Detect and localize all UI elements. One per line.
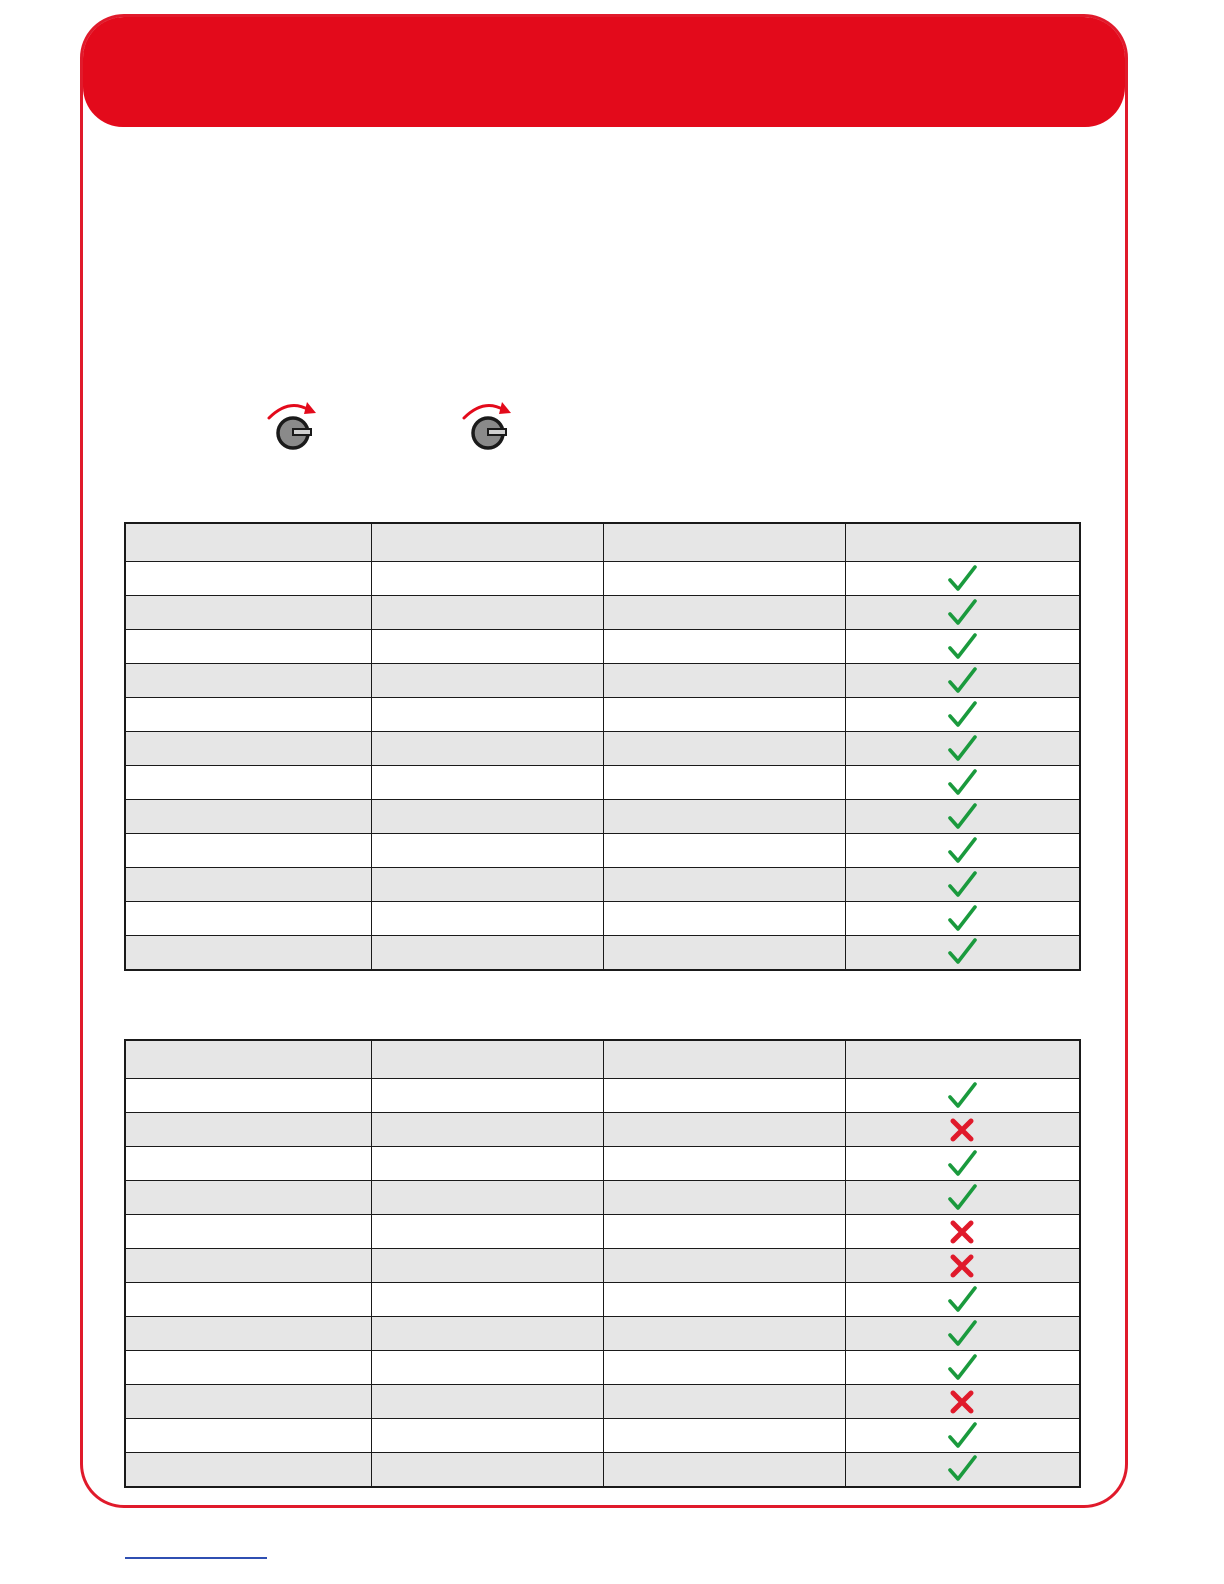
table-cell (603, 868, 845, 902)
table-row (125, 936, 1080, 970)
status-cell (845, 732, 1080, 766)
table-cell (603, 1249, 845, 1283)
table-row (125, 800, 1080, 834)
table-cell (603, 800, 845, 834)
rotate-clockwise-knob-icon[interactable] (458, 396, 518, 456)
status-cell (845, 834, 1080, 868)
status-cell (845, 1249, 1080, 1283)
table-cell (125, 1283, 371, 1317)
header-cell (603, 523, 845, 562)
table-cell (125, 902, 371, 936)
checkmark-icon (946, 1284, 978, 1316)
table-cell (125, 1385, 371, 1419)
status-cell (845, 1385, 1080, 1419)
cross-icon (946, 1216, 978, 1248)
header-cell (371, 523, 603, 562)
status-cell (845, 596, 1080, 630)
table-cell (371, 664, 603, 698)
checkmark-icon (946, 903, 978, 935)
status-cell (845, 630, 1080, 664)
table-cell (371, 1249, 603, 1283)
table-cell (125, 1419, 371, 1453)
cross-icon (946, 1114, 978, 1146)
status-cell (845, 800, 1080, 834)
table-cell (125, 1181, 371, 1215)
table-cell (371, 800, 603, 834)
table-cell (125, 732, 371, 766)
table-cell (125, 800, 371, 834)
header-cell (371, 1040, 603, 1079)
table-row (125, 1147, 1080, 1181)
table-cell (603, 1079, 845, 1113)
table-cell (125, 766, 371, 800)
checkmark-icon (946, 869, 978, 901)
table-cell (125, 1215, 371, 1249)
table-cell (603, 1215, 845, 1249)
footer-link-underline[interactable] (125, 1557, 267, 1559)
header-cell (125, 1040, 371, 1079)
status-cell (845, 664, 1080, 698)
table-cell (371, 1147, 603, 1181)
table-cell (125, 1079, 371, 1113)
table-row (125, 902, 1080, 936)
status-cell (845, 698, 1080, 732)
table-cell (125, 1113, 371, 1147)
checkmark-icon (946, 631, 978, 663)
table-cell (603, 1385, 845, 1419)
table-cell (603, 1317, 845, 1351)
table-cell (125, 868, 371, 902)
checkmark-icon (946, 1420, 978, 1452)
table-cell (371, 1419, 603, 1453)
table-row (125, 1317, 1080, 1351)
table-cell (603, 1283, 845, 1317)
checkmark-icon (946, 699, 978, 731)
status-cell (845, 1181, 1080, 1215)
table-cell (371, 868, 603, 902)
table-cell (371, 1317, 603, 1351)
table-row (125, 834, 1080, 868)
table-cell (125, 1147, 371, 1181)
table-cell (603, 766, 845, 800)
table-cell (371, 834, 603, 868)
table-cell (125, 834, 371, 868)
status-cell (845, 562, 1080, 596)
checkmark-icon (946, 563, 978, 595)
table-cell (603, 630, 845, 664)
table-cell (603, 902, 845, 936)
table-cell (125, 596, 371, 630)
status-cell (845, 868, 1080, 902)
checkmark-icon (946, 665, 978, 697)
rotate-clockwise-knob-icon[interactable] (263, 396, 323, 456)
compatibility-table-1 (124, 522, 1081, 971)
checkmark-icon (946, 733, 978, 765)
table-cell (371, 902, 603, 936)
table-cell (603, 596, 845, 630)
header-cell (845, 523, 1080, 562)
table-cell (371, 766, 603, 800)
table-cell (125, 1351, 371, 1385)
checkmark-icon (946, 1182, 978, 1214)
table-row (125, 1215, 1080, 1249)
checkmark-icon (946, 1453, 978, 1485)
status-cell (845, 1419, 1080, 1453)
table-cell (603, 1453, 845, 1487)
status-cell (845, 1453, 1080, 1487)
table-cell (125, 664, 371, 698)
table-cell (371, 1283, 603, 1317)
status-cell (845, 1079, 1080, 1113)
table-cell (371, 1181, 603, 1215)
table-cell (371, 562, 603, 596)
status-cell (845, 1215, 1080, 1249)
status-cell (845, 936, 1080, 970)
table-row (125, 1113, 1080, 1147)
table-row (125, 1453, 1080, 1487)
table-cell (603, 1181, 845, 1215)
table-cell (371, 1215, 603, 1249)
checkmark-icon (946, 597, 978, 629)
table-cell (371, 630, 603, 664)
table-row (125, 698, 1080, 732)
table-cell (371, 1385, 603, 1419)
checkmark-icon (946, 1318, 978, 1350)
table-row (125, 1249, 1080, 1283)
table-row (125, 1351, 1080, 1385)
table-cell (603, 936, 845, 970)
table-cell (125, 562, 371, 596)
table-cell (125, 1317, 371, 1351)
table-cell (371, 596, 603, 630)
table-cell (125, 1249, 371, 1283)
table-row (125, 1181, 1080, 1215)
table-header-row (125, 1040, 1080, 1079)
table-cell (125, 936, 371, 970)
table-cell (371, 1079, 603, 1113)
table-cell (371, 936, 603, 970)
table-cell (603, 1113, 845, 1147)
table-cell (371, 698, 603, 732)
status-cell (845, 1351, 1080, 1385)
table-cell (125, 1453, 371, 1487)
checkmark-icon (946, 767, 978, 799)
compatibility-table-2 (124, 1039, 1081, 1488)
status-cell (845, 766, 1080, 800)
table-cell (603, 1419, 845, 1453)
header-cell (603, 1040, 845, 1079)
table-row (125, 596, 1080, 630)
table-cell (603, 698, 845, 732)
table-cell (603, 834, 845, 868)
status-cell (845, 1283, 1080, 1317)
table-row (125, 732, 1080, 766)
table-row (125, 1283, 1080, 1317)
table-row (125, 868, 1080, 902)
table-row (125, 562, 1080, 596)
status-cell (845, 1317, 1080, 1351)
table-row (125, 766, 1080, 800)
cross-icon (946, 1250, 978, 1282)
checkmark-icon (946, 1352, 978, 1384)
table-cell (603, 732, 845, 766)
table-cell (125, 698, 371, 732)
table-cell (371, 732, 603, 766)
table-header-row (125, 523, 1080, 562)
checkmark-icon (946, 801, 978, 833)
table-cell (603, 664, 845, 698)
header-cell (125, 523, 371, 562)
table-cell (125, 630, 371, 664)
header-cell (845, 1040, 1080, 1079)
checkmark-icon (946, 936, 978, 968)
table-row (125, 1385, 1080, 1419)
checkmark-icon (946, 835, 978, 867)
table-cell (603, 562, 845, 596)
checkmark-icon (946, 1148, 978, 1180)
status-cell (845, 902, 1080, 936)
cross-icon (946, 1386, 978, 1418)
table-cell (371, 1453, 603, 1487)
checkmark-icon (946, 1080, 978, 1112)
table-row (125, 1079, 1080, 1113)
table-cell (371, 1351, 603, 1385)
table-cell (603, 1351, 845, 1385)
table-row (125, 664, 1080, 698)
table-row (125, 630, 1080, 664)
table-cell (371, 1113, 603, 1147)
table-row (125, 1419, 1080, 1453)
status-cell (845, 1147, 1080, 1181)
status-cell (845, 1113, 1080, 1147)
table-cell (603, 1147, 845, 1181)
header-band (83, 17, 1125, 127)
